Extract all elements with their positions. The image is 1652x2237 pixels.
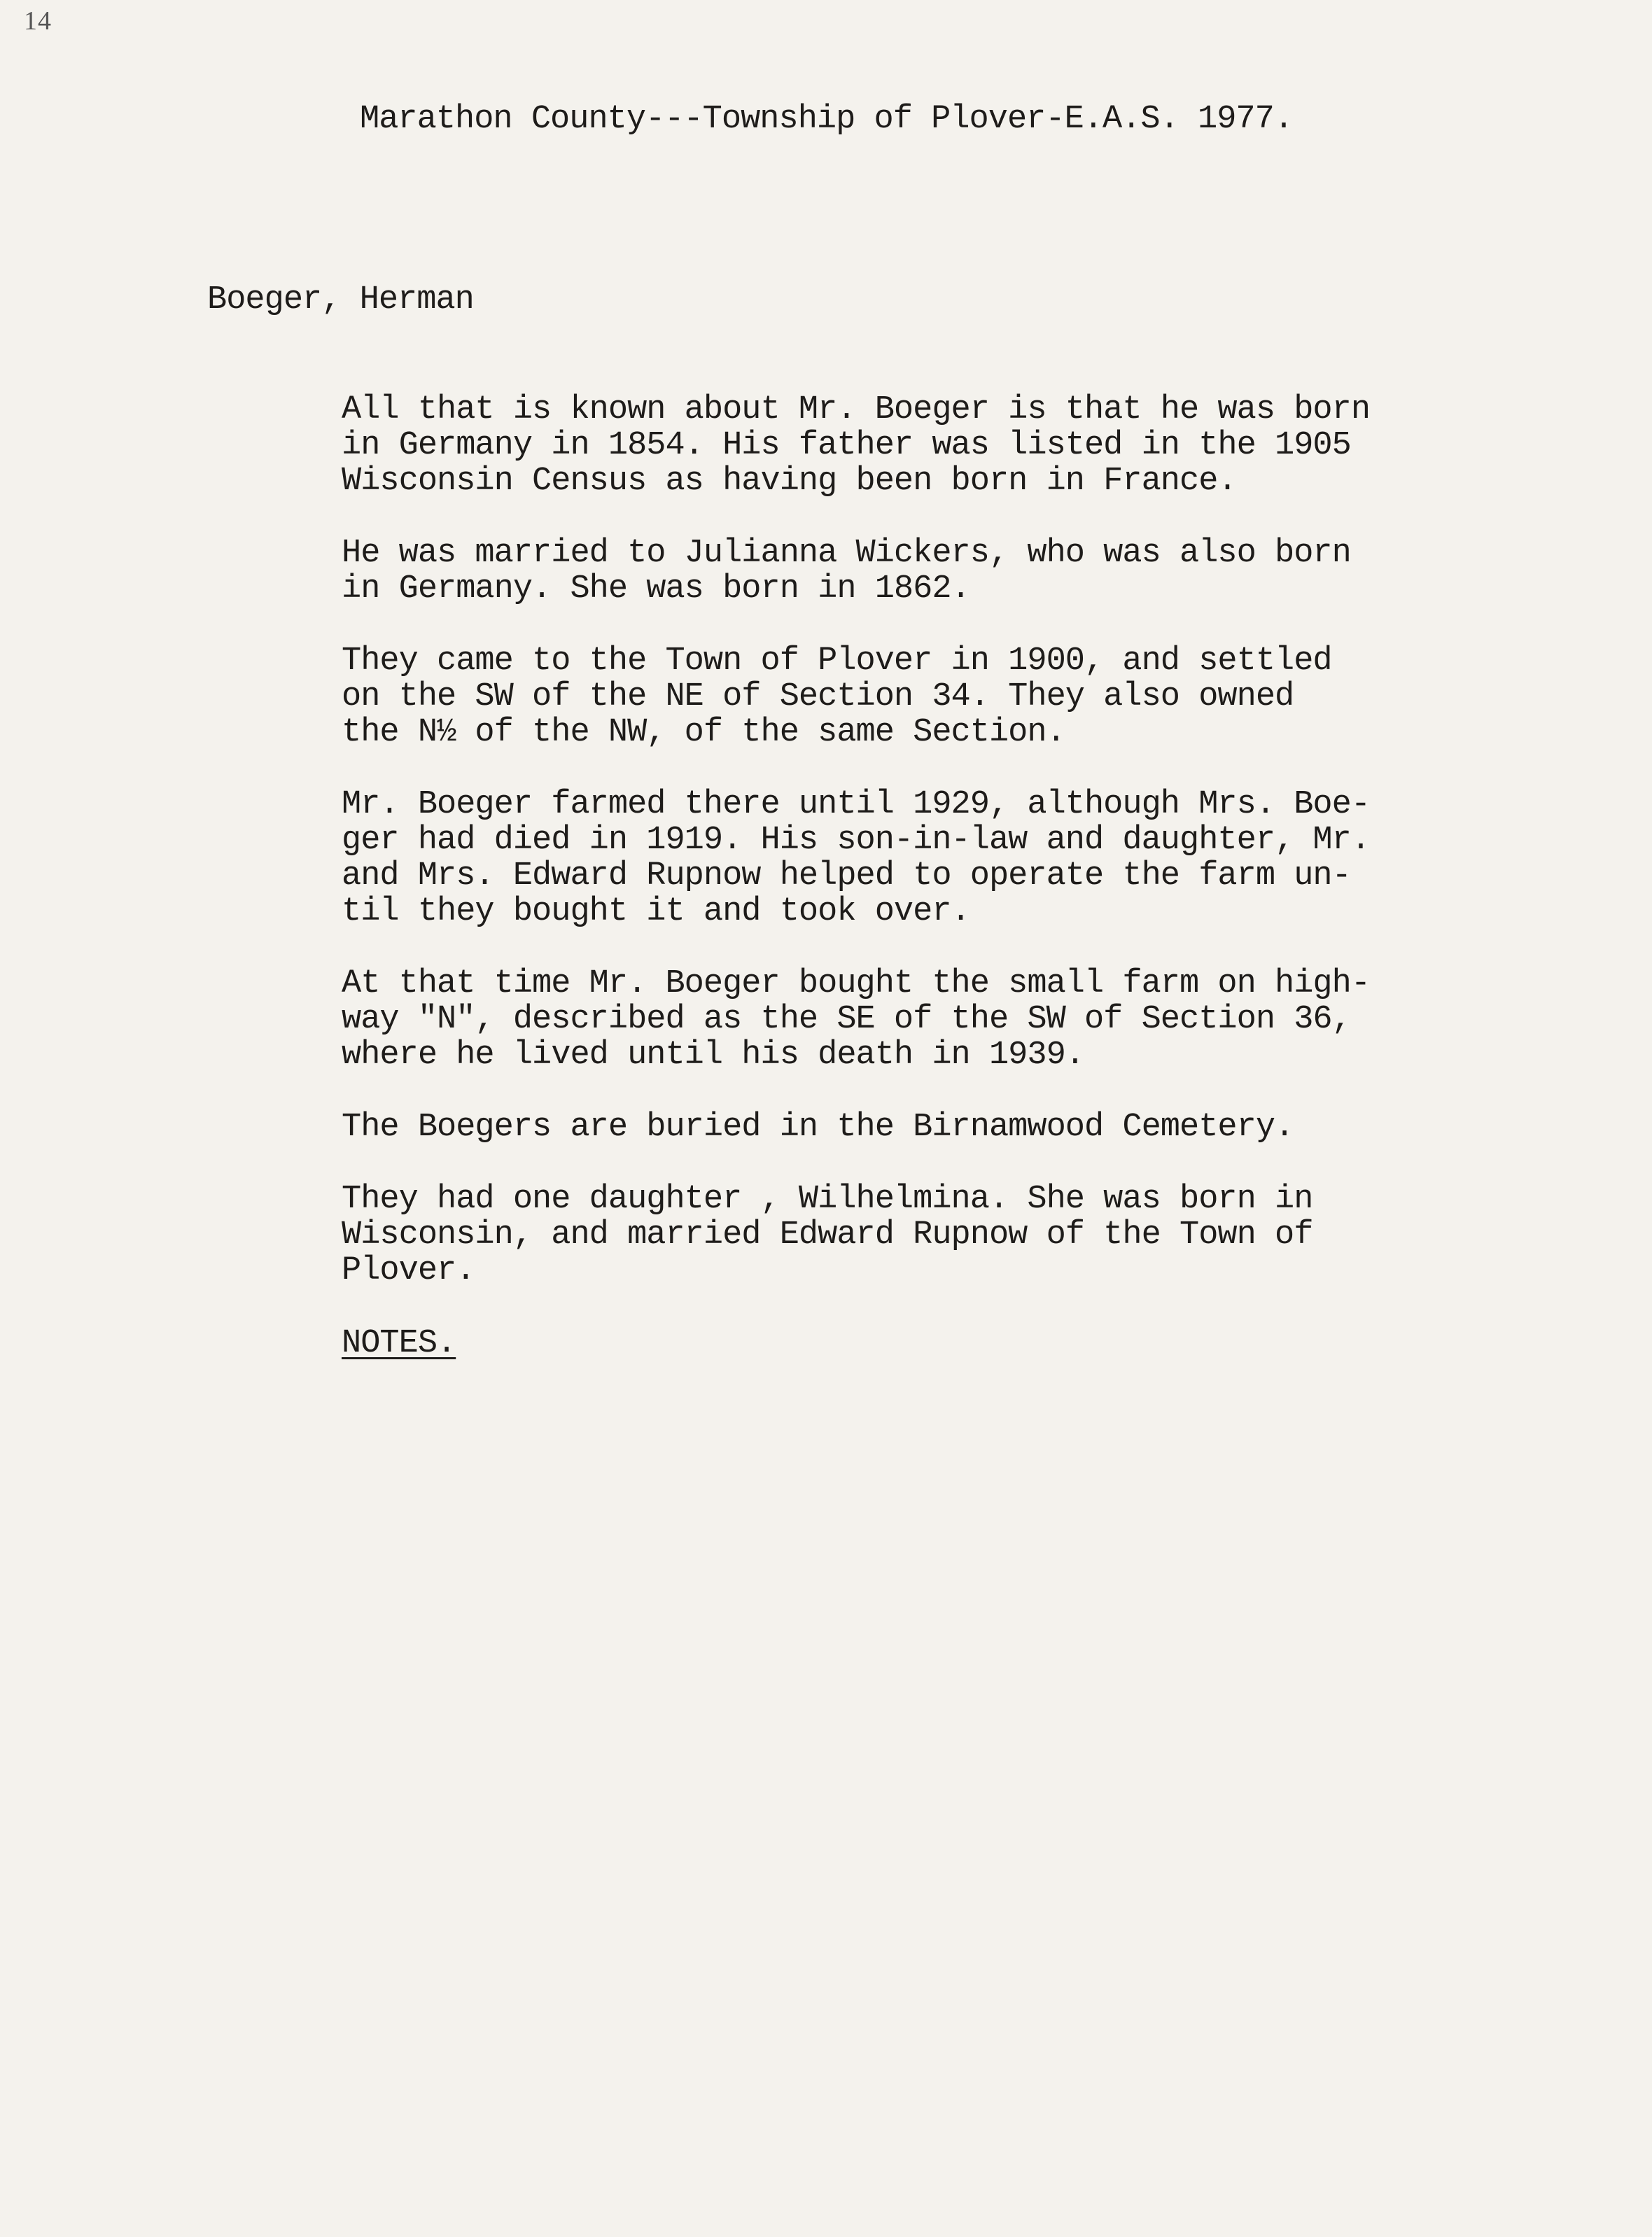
text-line: Mr. Boeger farmed there until 1929, although Mrs. Boe- [342, 786, 1371, 823]
subject-name: Boeger, Herman [207, 281, 474, 318]
notes-section [342, 1325, 1546, 1362]
text-line: Wisconsin, and married Edward Rupnow of the Town of [342, 1216, 1313, 1254]
text-line: ger had died in 1919. His son-in-law and daughter, Mr. [342, 822, 1371, 859]
text-line: the N½ of the NW, of the same Section. [342, 714, 1065, 751]
paragraph [342, 1109, 1546, 1145]
page-number: 14 [24, 6, 52, 36]
paragraph [342, 1181, 1546, 1289]
text-line: Wisconsin Census as having been born in France. [342, 463, 1237, 500]
text-line: and Mrs. Edward Rupnow helped to operate the farm un- [342, 857, 1351, 895]
text-line: til they bought it and took over. [342, 893, 970, 930]
text-line: The Boegers are buried in the Birnamwood Cemetery. [342, 1109, 1294, 1146]
text-line: where he lived until his death in 1939. [342, 1037, 1084, 1074]
text-line: way "N", described as the SE of the SW of Section 36, [342, 1001, 1351, 1038]
text-line: They came to the Town of Plover in 1900, and settled [342, 643, 1332, 680]
text-line: All that is known about Mr. Boeger is that he was born [342, 391, 1371, 428]
paragraph [342, 643, 1546, 750]
text-line: on the SW of the NE of Section 34. They also owned [342, 678, 1294, 715]
text-line: He was married to Julianna Wickers, who was also born [342, 535, 1351, 572]
paragraph [342, 966, 1546, 1073]
notes-label: NOTES. [342, 1325, 456, 1362]
paragraph [342, 535, 1546, 607]
document-body [342, 392, 1546, 1398]
text-line: in Germany. She was born in 1862. [342, 570, 970, 608]
text-line: in Germany in 1854. His father was listed in the 1905 [342, 427, 1351, 464]
text-line: Plover. [342, 1252, 475, 1289]
text-line: At that time Mr. Boeger bought the small farm on high- [342, 965, 1371, 1002]
paragraph [342, 787, 1546, 930]
paragraph [342, 392, 1546, 499]
page-heading: Marathon County---Township of Plover-E.A.S. 1977. [360, 101, 1294, 138]
text-line: They had one daughter , Wilhelmina. She was born in [342, 1181, 1313, 1218]
